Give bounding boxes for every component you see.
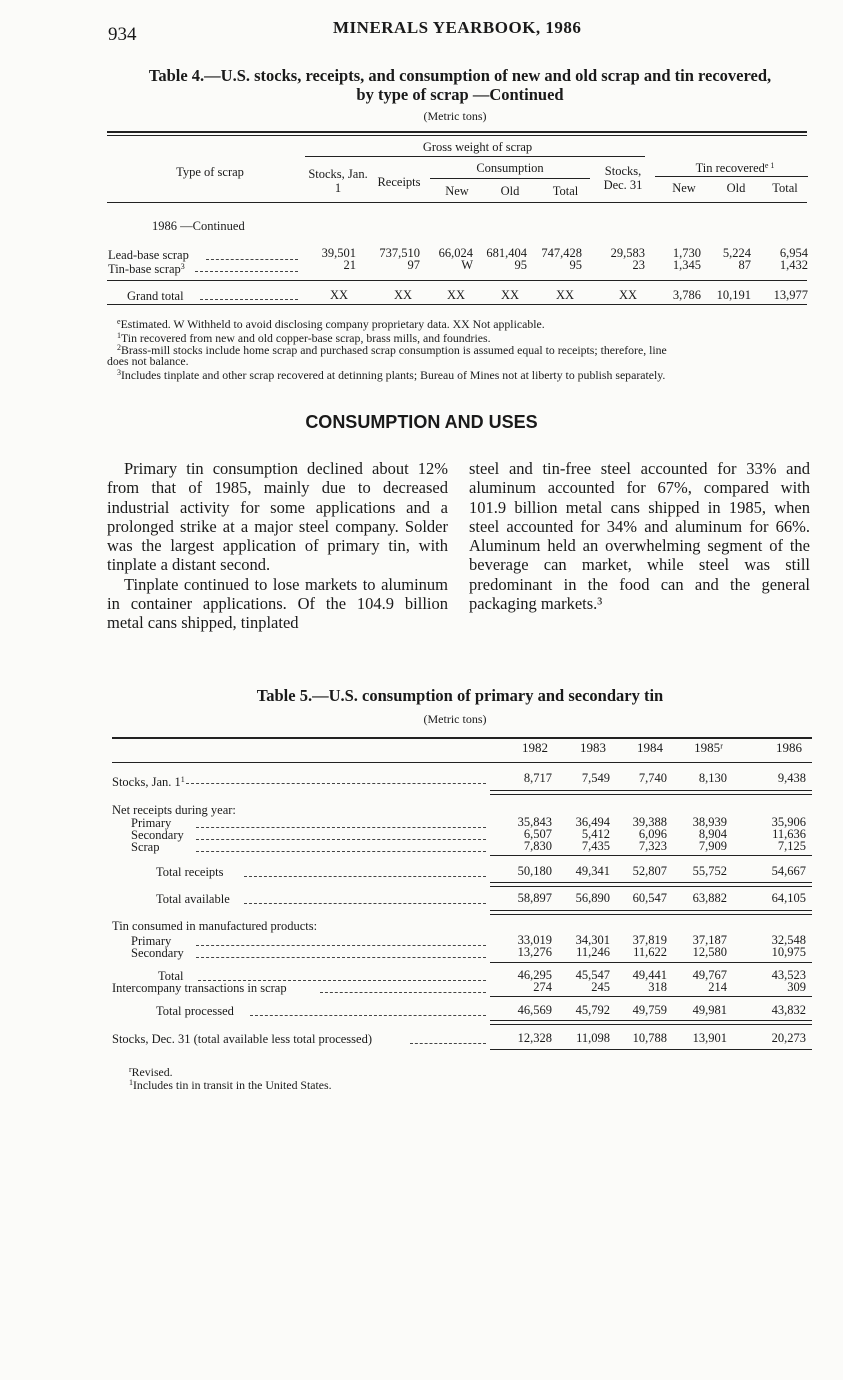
- page-number: 934: [108, 24, 137, 45]
- t4-grand-total-cell: 13,977: [773, 288, 808, 302]
- t5-cell: 37,819: [632, 933, 667, 947]
- table4-top-rule: [107, 131, 807, 133]
- paragraph: steel and tin-free steel accounted for 33% and aluminum accounted for 67%, compared with 101.9 billion metal cans shipped in 1985, when steel accounted for 34% and aluminum for 66%. Aluminum held an overwhelming segment of the beverage can market, while steel was still predominant in the food can and the general packaging markets.³: [469, 459, 810, 614]
- t5-cell: 35,906: [771, 815, 806, 829]
- t5-cell: 54,667: [771, 864, 806, 878]
- t5-row-label: Total: [158, 969, 184, 983]
- leader-dots: [195, 271, 298, 272]
- t5-row-label: Secondary: [131, 946, 184, 960]
- t5-cell: 32,548: [771, 933, 806, 947]
- t4-cell: 1,432: [779, 258, 808, 272]
- t5-cell: 45,547: [575, 968, 610, 982]
- t5-cell: 7,830: [523, 839, 552, 853]
- paragraph: Tinplate continued to lose markets to aluminum in container applications. Of the 104.9 billion metal cans shipped, tinplated: [107, 574, 448, 633]
- leader-dots: [196, 945, 486, 946]
- t5-rule: [490, 794, 812, 795]
- t5-cell: 8,904: [698, 827, 727, 841]
- footnote: $^1$Includes tin in transit in the United States.: [129, 1078, 332, 1092]
- table4-title-line1: Table 4.—U.S. stocks, receipts, and consumption of new and old scrap and tin recovered,: [148, 66, 772, 85]
- t5-cell: 5,412: [581, 827, 610, 841]
- t5-cell: 8,130: [698, 771, 727, 785]
- t5-cell: 49,441: [632, 968, 667, 982]
- t5-cell: 7,909: [698, 839, 727, 853]
- t5-cell: 39,388: [632, 815, 667, 829]
- t4-cell: 39,501: [321, 246, 356, 260]
- t5-row-label: Total receipts: [156, 865, 224, 879]
- t5-cell: 37,187: [692, 933, 727, 947]
- leader-dots: [244, 903, 486, 904]
- t5-rule: [490, 962, 812, 963]
- t4-grand-total-cell: XX: [329, 288, 348, 302]
- t5-cell: 35,843: [517, 815, 552, 829]
- t4-cell: 681,404: [486, 246, 527, 260]
- t4-cell: 95: [514, 258, 527, 272]
- t5-cell: 52,807: [632, 864, 667, 878]
- t5-year-header: 1982: [522, 740, 548, 755]
- table4-title-line2: by type of scrap —Continued: [356, 85, 564, 104]
- footnote: $^3$Includes tinplate and other scrap recovered at detinning plants; Bureau of Mines not at liberty to publish separately.: [117, 368, 666, 382]
- t4-cell: 29,583: [610, 246, 645, 260]
- table5-header-rule: [112, 762, 812, 763]
- leader-dots: [196, 851, 486, 852]
- t5-row-label: Total processed: [156, 1004, 234, 1018]
- t5-cell: 8,717: [523, 771, 552, 785]
- t5-cell: 43,523: [771, 968, 806, 982]
- t5-row-label: Intercompany transactions in scrap: [112, 981, 287, 995]
- body-left-column: [107, 459, 448, 633]
- t5-rule: [490, 882, 812, 883]
- t5-year-header: 1985ʳ: [694, 740, 723, 755]
- t5-year-header: 1986: [776, 740, 802, 755]
- t5-cell: 11,622: [633, 945, 667, 959]
- t5-row-label: Total available: [156, 892, 230, 906]
- t5-year-header: 1983: [580, 740, 606, 755]
- t5-rule: [490, 910, 812, 911]
- t4-cell: 66,024: [438, 246, 473, 260]
- t5-year-header: 1984: [637, 740, 663, 755]
- t4-h-receipts: Receipts: [377, 175, 421, 189]
- t4-grand-total-cell: XX: [393, 288, 412, 302]
- t5-cell: 11,636: [772, 827, 806, 841]
- t4-h-total: Total: [552, 184, 579, 198]
- table5-top-rule: [112, 737, 812, 739]
- t5-rule: [490, 1020, 812, 1021]
- leader-dots: [206, 259, 298, 260]
- footnote: $^e$Estimated. W Withheld to avoid disclosing company proprietary data. XX Not applicable.: [117, 317, 545, 331]
- t4-cell: 1,730: [672, 246, 701, 260]
- t4-section-label: 1986 —Continued: [152, 219, 245, 233]
- t5-cell: 309: [787, 980, 806, 994]
- t4-h-old: Old: [500, 184, 520, 198]
- table4-top-rule-2: [107, 135, 807, 136]
- t5-cell: 38,939: [692, 815, 727, 829]
- t5-rule: [490, 886, 812, 887]
- t5-row-label: Primary: [131, 816, 172, 830]
- t4-h-tin-old: Old: [726, 181, 746, 195]
- section-title: CONSUMPTION AND USES: [305, 412, 538, 432]
- t5-rule: [490, 996, 812, 997]
- t4-cell: 5,224: [722, 246, 751, 260]
- t4-tin-rule: [655, 176, 808, 177]
- t5-cell: 7,549: [581, 771, 610, 785]
- t5-cell: 63,882: [692, 891, 727, 905]
- t4-cell: 21: [343, 258, 356, 272]
- t5-row-label: Secondary: [131, 828, 184, 842]
- t5-row-label: Stocks, Jan. $1^1$: [112, 775, 185, 789]
- t5-row-label: Stocks, Dec. 31 (total available less total processed): [112, 1032, 372, 1046]
- t5-cell: 49,759: [632, 1003, 667, 1017]
- t5-rule: [490, 1024, 812, 1025]
- t5-cell: 13,901: [692, 1031, 727, 1045]
- leader-dots: [410, 1043, 486, 1044]
- t5-cell: 49,981: [692, 1003, 727, 1017]
- t5-cell: 64,105: [771, 891, 806, 905]
- t5-rule: [490, 914, 812, 915]
- t5-cell: 214: [708, 980, 727, 994]
- t5-cell: 7,323: [638, 839, 667, 853]
- t5-group-label: Net receipts during year:: [112, 803, 236, 817]
- t4-cell: W: [461, 258, 473, 272]
- t5-group-label: Tin consumed in manufactured products:: [112, 919, 318, 933]
- t4-cell: 1,345: [672, 258, 701, 272]
- t4-h-consumption: Consumption: [476, 161, 544, 175]
- t4-grand-total-cell: 10,191: [716, 288, 751, 302]
- t4-grand-total-label: Grand total: [127, 289, 184, 303]
- t5-cell: 49,341: [575, 864, 610, 878]
- t4-cell: 95: [569, 258, 582, 272]
- footnote: $^1$Tin recovered from new and old copper-base scrap, brass mills, and foundries.: [117, 331, 491, 345]
- t5-cell: 245: [591, 980, 610, 994]
- t5-cell: 20,273: [771, 1031, 806, 1045]
- t5-cell: 34,301: [575, 933, 610, 947]
- t5-cell: 33,019: [517, 933, 552, 947]
- t4-grand-total-cell: XX: [555, 288, 574, 302]
- t4-grand-total-cell: XX: [618, 288, 637, 302]
- t5-cell: 274: [533, 980, 552, 994]
- table4-title: [110, 66, 810, 104]
- leader-dots: [196, 839, 486, 840]
- t5-cell: 6,096: [638, 827, 667, 841]
- t4-h-type: Type of scrap: [176, 165, 244, 179]
- t4-row-lead-label: Lead-base scrap: [108, 248, 189, 262]
- footnote: does not balance.: [107, 354, 189, 368]
- t5-rule: [490, 790, 812, 791]
- table4-bottom-rule: [107, 304, 807, 305]
- t4-grand-total-cell: XX: [500, 288, 519, 302]
- t5-cell: 11,098: [576, 1031, 610, 1045]
- paragraph: Primary tin consumption declined about 12% from that of 1985, mainly due to decreased industrial activity for some applications and a prolonged strike at a major steel company. Solder was the largest application of primary tin, with tinplate a distant second.: [107, 459, 448, 575]
- leader-dots: [196, 957, 486, 958]
- t4-row-tin-label: Tin-base scrap$^3$: [108, 262, 185, 276]
- t4-cell: 23: [632, 258, 645, 272]
- t4-h-new: New: [445, 184, 469, 198]
- t4-h-gross: Gross weight of scrap: [422, 140, 533, 154]
- t4-consumption-rule: [430, 178, 590, 179]
- leader-dots: [186, 783, 486, 784]
- t5-cell: 10,975: [771, 945, 806, 959]
- t5-cell: 43,832: [771, 1003, 806, 1017]
- leader-dots: [250, 1015, 486, 1016]
- table5-unit: (Metric tons): [423, 712, 487, 726]
- leader-dots: [320, 992, 486, 993]
- footnote: $^2$Brass-mill stocks include home scrap and purchased scrap consumption is assumed equal to receipts; therefore, line: [117, 343, 667, 357]
- t4-cell: 747,428: [541, 246, 582, 260]
- leader-dots: [196, 827, 486, 828]
- t5-cell: 9,438: [777, 771, 806, 785]
- t4-h-tin-recovered: Tin recovered$^{e 1}$: [695, 161, 775, 175]
- footnote: $^r$Revised.: [129, 1065, 173, 1079]
- t4-h-tin-new: New: [672, 181, 696, 195]
- t5-rule: [490, 855, 812, 856]
- t5-cell: 12,580: [692, 945, 727, 959]
- t5-cell: 46,569: [517, 1003, 552, 1017]
- t5-cell: 49,767: [692, 968, 727, 982]
- t5-cell: 36,494: [575, 815, 610, 829]
- body-right-column: [469, 459, 810, 613]
- t5-cell: 60,547: [632, 891, 667, 905]
- t4-h-stocks-dec: Stocks, Dec. 31: [603, 164, 643, 192]
- t5-cell: 46,295: [517, 968, 552, 982]
- t5-cell: 11,246: [576, 945, 610, 959]
- t5-cell: 58,897: [517, 891, 552, 905]
- leader-dots: [244, 876, 486, 877]
- t4-h-stocks-jan: Stocks, Jan. 1: [308, 167, 368, 195]
- t5-cell: 318: [648, 980, 667, 994]
- t5-cell: 7,435: [581, 839, 610, 853]
- t5-cell: 45,792: [575, 1003, 610, 1017]
- t5-rule: [490, 1049, 812, 1050]
- running-head: MINERALS YEARBOOK, 1986: [333, 18, 582, 37]
- t4-cell: 97: [407, 258, 420, 272]
- t5-row-label: Scrap: [131, 840, 160, 854]
- t5-cell: 50,180: [517, 864, 552, 878]
- t5-cell: 10,788: [632, 1031, 667, 1045]
- t4-cell: 6,954: [779, 246, 808, 260]
- t5-cell: 7,740: [638, 771, 667, 785]
- t4-cell: 737,510: [379, 246, 420, 260]
- table4-header-rule: [107, 202, 807, 203]
- table4-total-rule: [107, 280, 807, 281]
- t4-grand-total-cell: XX: [446, 288, 465, 302]
- t5-cell: 6,507: [523, 827, 552, 841]
- t4-cell: 87: [738, 258, 751, 272]
- t5-cell: 55,752: [692, 864, 727, 878]
- table4-unit: (Metric tons): [423, 109, 487, 123]
- t4-grand-total-cell: 3,786: [672, 288, 701, 302]
- table5-title: Table 5.—U.S. consumption of primary and secondary tin: [256, 686, 664, 705]
- t5-row-label: Primary: [131, 934, 172, 948]
- t5-cell: 56,890: [575, 891, 610, 905]
- leader-dots: [200, 299, 298, 300]
- t5-cell: 12,328: [517, 1031, 552, 1045]
- t5-cell: 7,125: [777, 839, 806, 853]
- t4-h-tin-total: Total: [772, 181, 798, 195]
- t5-cell: 13,276: [517, 945, 552, 959]
- t4-gross-rule: [305, 156, 645, 157]
